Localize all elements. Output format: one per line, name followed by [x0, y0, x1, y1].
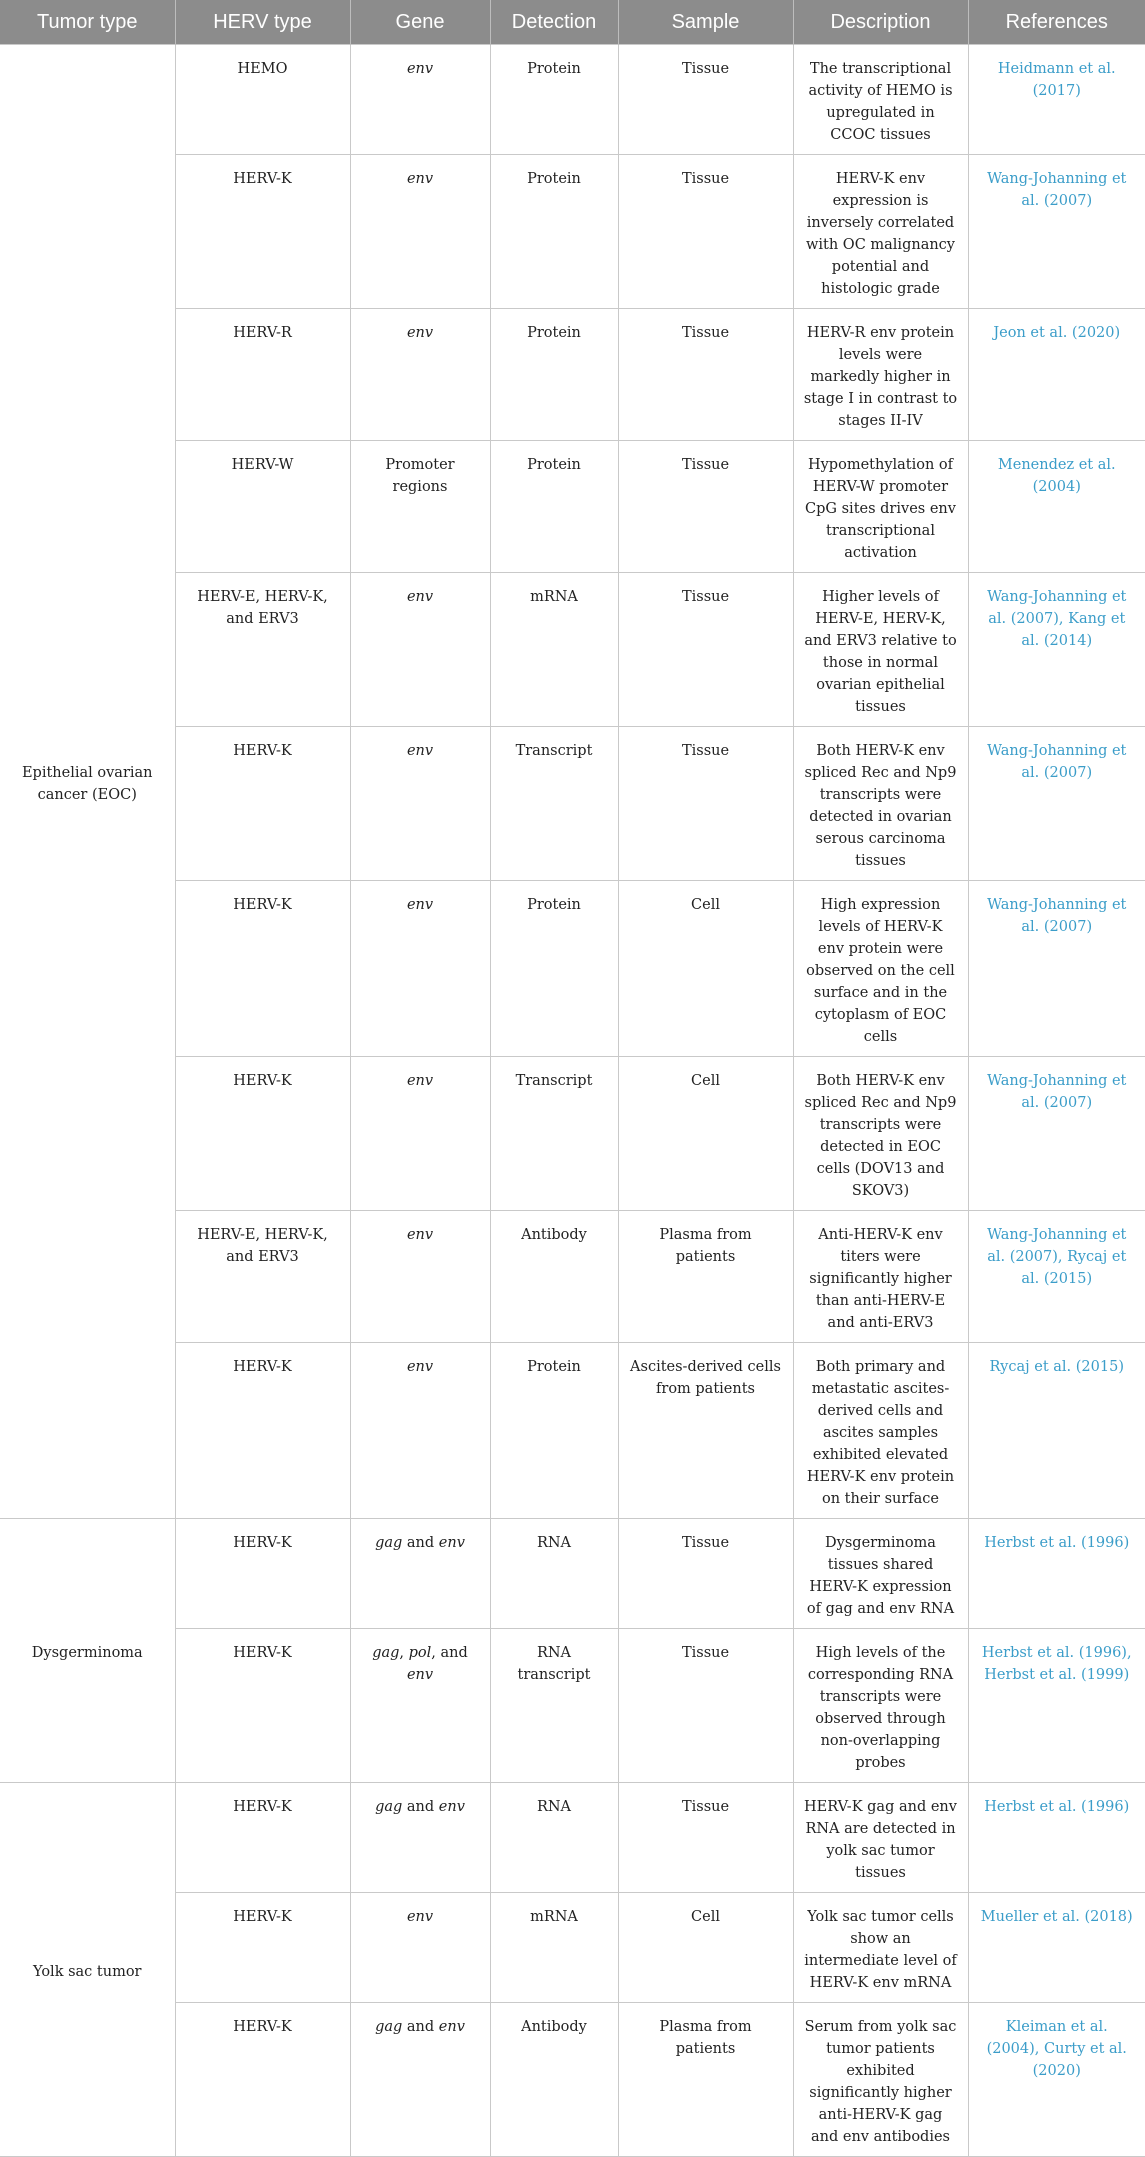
- table-body: [0, 45, 1145, 2157]
- references-cell: [968, 309, 1145, 441]
- gene-text: gag: [375, 1535, 403, 1551]
- gene-text: gag: [375, 1799, 403, 1815]
- gene-text: env: [406, 897, 434, 913]
- sample-cell: Tissue: [618, 1629, 793, 1783]
- tumor-type-cell: Dysgerminoma: [0, 1519, 175, 1783]
- description-cell: Higher levels of HERV-E, HERV-K, and ERV3 relative to those in normal ovarian epithelial tissues: [793, 573, 968, 727]
- column-header-description: Description: [793, 0, 968, 45]
- detection-cell: Antibody: [490, 1211, 618, 1343]
- references-cell: [968, 441, 1145, 573]
- gene-text: env: [406, 61, 434, 77]
- sample-cell: Tissue: [618, 155, 793, 309]
- herv-type-cell: HERV-K: [175, 727, 350, 881]
- gene-text: Promoter regions: [385, 457, 455, 495]
- herv-type-cell: HERV-E, HERV-K, and ERV3: [175, 573, 350, 727]
- tumor-type-cell: Yolk sac tumor: [0, 1783, 175, 2157]
- gene-text: env: [406, 1359, 434, 1375]
- detection-cell: RNA: [490, 1519, 618, 1629]
- detection-cell: Transcript: [490, 727, 618, 881]
- detection-cell: Antibody: [490, 2003, 618, 2157]
- reference-link[interactable]: Wang-Johanning et al. (2007), Rycaj et al. (2015): [987, 1227, 1127, 1287]
- gene-text: env: [438, 2019, 465, 2035]
- reference-link[interactable]: Herbst et al. (1996): [984, 1535, 1130, 1551]
- herv-type-cell: HERV-K: [175, 1783, 350, 1893]
- references-cell: [968, 1893, 1145, 2003]
- gene-cell: [350, 1783, 490, 1893]
- gene-text: gag: [375, 2019, 403, 2035]
- reference-link[interactable]: Herbst et al. (1996), Herbst et al. (1999): [981, 1645, 1132, 1683]
- reference-link[interactable]: Wang-Johanning et al. (2007): [987, 171, 1127, 209]
- references-cell: [968, 1519, 1145, 1629]
- herv-type-cell: HERV-E, HERV-K, and ERV3: [175, 1211, 350, 1343]
- reference-link[interactable]: Rycaj et al. (2015): [989, 1359, 1124, 1375]
- gene-cell: [350, 309, 490, 441]
- sample-cell: Cell: [618, 881, 793, 1057]
- herv-type-cell: HERV-W: [175, 441, 350, 573]
- detection-cell: mRNA: [490, 573, 618, 727]
- herv-type-cell: HERV-K: [175, 1893, 350, 2003]
- sample-cell: Tissue: [618, 45, 793, 155]
- gene-cell: [350, 881, 490, 1057]
- gene-text: and: [402, 2019, 439, 2035]
- table-row: [0, 1783, 1145, 1893]
- sample-cell: Tissue: [618, 309, 793, 441]
- gene-cell: [350, 1629, 490, 1783]
- gene-cell: [350, 573, 490, 727]
- gene-text: env: [438, 1535, 465, 1551]
- detection-cell: Transcript: [490, 1057, 618, 1211]
- gene-cell: [350, 1211, 490, 1343]
- gene-cell: [350, 45, 490, 155]
- gene-text: pol: [408, 1645, 432, 1661]
- gene-cell: [350, 727, 490, 881]
- references-cell: [968, 1057, 1145, 1211]
- description-cell: Both HERV-K env spliced Rec and Np9 transcripts were detected in EOC cells (DOV13 and SKOV3): [793, 1057, 968, 1211]
- sample-cell: Cell: [618, 1057, 793, 1211]
- herv-type-cell: HERV-K: [175, 1629, 350, 1783]
- gene-cell: [350, 1057, 490, 1211]
- description-cell: HERV-K env expression is inversely correlated with OC malignancy potential and histologic grade: [793, 155, 968, 309]
- column-header-sample: Sample: [618, 0, 793, 45]
- description-cell: HERV-K gag and env RNA are detected in yolk sac tumor tissues: [793, 1783, 968, 1893]
- herv-type-cell: HERV-K: [175, 1057, 350, 1211]
- detection-cell: Protein: [490, 309, 618, 441]
- references-cell: [968, 573, 1145, 727]
- references-cell: [968, 1343, 1145, 1519]
- header-row: [0, 0, 1145, 45]
- sample-cell: Tissue: [618, 727, 793, 881]
- column-header-references: References: [968, 0, 1145, 45]
- sample-cell: Tissue: [618, 441, 793, 573]
- detection-cell: RNA: [490, 1783, 618, 1893]
- references-cell: [968, 2003, 1145, 2157]
- gene-text: env: [406, 1227, 434, 1243]
- references-cell: [968, 1211, 1145, 1343]
- gene-text: gag: [372, 1645, 400, 1661]
- sample-cell: Plasma from patients: [618, 1211, 793, 1343]
- description-cell: High expression levels of HERV-K env protein were observed on the cell surface and in the cytoplasm of EOC cells: [793, 881, 968, 1057]
- references-cell: [968, 727, 1145, 881]
- description-cell: Yolk sac tumor cells show an intermediate level of HERV-K env mRNA: [793, 1893, 968, 2003]
- tumor-type-cell: Epithelial ovarian cancer (EOC): [0, 45, 175, 1519]
- gene-cell: [350, 441, 490, 573]
- gene-cell: [350, 2003, 490, 2157]
- description-cell: High levels of the corresponding RNA transcripts were observed through non-overlapping probes: [793, 1629, 968, 1783]
- gene-text: env: [406, 1909, 434, 1925]
- herv-type-cell: HERV-K: [175, 2003, 350, 2157]
- herv-type-cell: HERV-R: [175, 309, 350, 441]
- sample-cell: Tissue: [618, 1783, 793, 1893]
- description-cell: The transcriptional activity of HEMO is upregulated in CCOC tissues: [793, 45, 968, 155]
- sample-cell: Plasma from patients: [618, 2003, 793, 2157]
- description-cell: Dysgerminoma tissues shared HERV-K expression of gag and env RNA: [793, 1519, 968, 1629]
- gene-text: and: [402, 1799, 439, 1815]
- column-header-detection: Detection: [490, 0, 618, 45]
- references-cell: [968, 1629, 1145, 1783]
- reference-link[interactable]: Wang-Johanning et al. (2007): [987, 743, 1127, 781]
- reference-link[interactable]: Menendez et al. (2004): [997, 457, 1116, 495]
- table-row: [0, 45, 1145, 155]
- detection-cell: Protein: [490, 155, 618, 309]
- herv-type-cell: HEMO: [175, 45, 350, 155]
- table-row: [0, 1519, 1145, 1629]
- gene-text: , and: [431, 1645, 468, 1661]
- reference-link[interactable]: Mueller et al. (2018): [980, 1909, 1133, 1925]
- references-cell: [968, 1783, 1145, 1893]
- sample-cell: Tissue: [618, 1519, 793, 1629]
- gene-text: env: [406, 171, 434, 187]
- description-cell: Both primary and metastatic ascites-derived cells and ascites samples exhibited elevated HERV-K env protein on their surface: [793, 1343, 968, 1519]
- column-header-herv-type: HERV type: [175, 0, 350, 45]
- reference-link[interactable]: Herbst et al. (1996): [984, 1799, 1130, 1815]
- reference-link[interactable]: Heidmann et al. (2017): [997, 61, 1116, 99]
- herv-type-cell: HERV-K: [175, 155, 350, 309]
- table-header: [0, 0, 1145, 45]
- reference-link[interactable]: Wang-Johanning et al. (2007): [987, 897, 1127, 935]
- gene-cell: [350, 1893, 490, 2003]
- detection-cell: Protein: [490, 45, 618, 155]
- herv-type-cell: HERV-K: [175, 881, 350, 1057]
- detection-cell: RNA transcript: [490, 1629, 618, 1783]
- herv-type-cell: HERV-K: [175, 1519, 350, 1629]
- description-cell: HERV-R env protein levels were markedly higher in stage I in contrast to stages II-IV: [793, 309, 968, 441]
- sample-cell: Tissue: [618, 573, 793, 727]
- gene-text: env: [406, 743, 434, 759]
- references-cell: [968, 881, 1145, 1057]
- description-cell: Both HERV-K env spliced Rec and Np9 transcripts were detected in ovarian serous carcinoma tissues: [793, 727, 968, 881]
- reference-link[interactable]: Jeon et al. (2020): [993, 325, 1121, 341]
- gene-cell: [350, 155, 490, 309]
- sample-cell: Cell: [618, 1893, 793, 2003]
- gene-text: ,: [399, 1645, 409, 1661]
- description-cell: Hypomethylation of HERV-W promoter CpG sites drives env transcriptional activation: [793, 441, 968, 573]
- sample-cell: Ascites-derived cells from patients: [618, 1343, 793, 1519]
- gene-text: env: [406, 589, 434, 605]
- gene-cell: [350, 1343, 490, 1519]
- detection-cell: Protein: [490, 1343, 618, 1519]
- description-cell: Anti-HERV-K env titers were significantly higher than anti-HERV-E and anti-ERV3: [793, 1211, 968, 1343]
- reference-link[interactable]: Wang-Johanning et al. (2007), Kang et al. (2014): [987, 589, 1127, 649]
- references-cell: [968, 45, 1145, 155]
- reference-link[interactable]: Kleiman et al. (2004), Curty et al. (2020): [986, 2019, 1127, 2079]
- herv-type-cell: HERV-K: [175, 1343, 350, 1519]
- description-cell: Serum from yolk sac tumor patients exhibited significantly higher anti-HERV-K gag and env antibodies: [793, 2003, 968, 2157]
- reference-link[interactable]: Wang-Johanning et al. (2007): [987, 1073, 1127, 1111]
- column-header-tumor-type: Tumor type: [0, 0, 175, 45]
- column-header-gene: Gene: [350, 0, 490, 45]
- references-cell: [968, 155, 1145, 309]
- gene-text: and: [402, 1535, 439, 1551]
- gene-cell: [350, 1519, 490, 1629]
- detection-cell: Protein: [490, 881, 618, 1057]
- gene-text: env: [406, 1073, 434, 1089]
- detection-cell: mRNA: [490, 1893, 618, 2003]
- gene-text: env: [406, 325, 434, 341]
- detection-cell: Protein: [490, 441, 618, 573]
- gene-text: env: [406, 1667, 434, 1683]
- gene-text: env: [438, 1799, 465, 1815]
